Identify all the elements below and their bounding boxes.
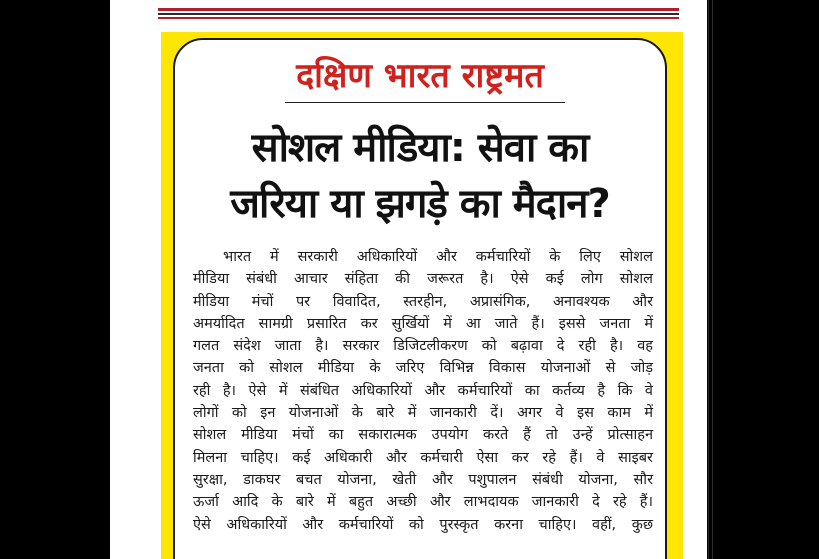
top-rule-red-lower [158, 17, 679, 19]
article-body [193, 246, 653, 536]
newspaper-page [110, 0, 707, 559]
body-line: ऊर्जा आदि के बारे में बहुत अच्छी और लाभदायक जानकारी दे रहे हैं। [193, 494, 653, 511]
headline-line: जरिया या झगड़े का मैदान? [230, 181, 610, 227]
article-frame [161, 32, 683, 559]
body-line: भारत में सरकारी अधिकारियों और कर्मचारियों के लिए सोशल [223, 249, 653, 265]
body-line: ऐसे अधिकारियों और कर्मचारियों को पुरस्कृत करना चाहिए। वहीं, कुछ [193, 516, 653, 533]
top-rule-dark [158, 13, 679, 15]
article-card [173, 38, 667, 559]
masthead-underline [285, 102, 565, 103]
masthead-title: दक्षिण भारत राष्ट्रमत [296, 56, 544, 96]
top-rule-red [158, 8, 679, 11]
body-line: रही है। ऐसे में संबंधित अधिकारियों और कर्मचारियों का कर्तव्य है कि वे [193, 382, 653, 399]
headline-line: सोशल मीडिया: सेवा का [251, 125, 589, 171]
body-line: सुरक्षा, डाकघर बचत योजना, खेती और पशुपालन संबंधी योजना, सौर [193, 471, 653, 488]
article-headline [175, 120, 665, 232]
body-line: सोशल मीडिया मंचों का सकारात्मक उपयोग करते हैं तो उन्हें प्रोत्साहन [193, 427, 653, 444]
page-edge-line [708, 0, 709, 559]
body-line: मीडिया संबंधी आचार संहिता की जरूरत है। ऐसे कई लोग सोशल [193, 271, 653, 288]
body-line: गलत संदेश जाता है। सरकार डिजिटलीकरण को बढ़ावा दे रही है। वह [193, 338, 653, 355]
body-line: लोगों को इन योजनाओं के बारे में जानकारी दें। अगर वे इस काम में [193, 405, 653, 422]
body-line: मीडिया मंचों पर विवादित, स्तरहीन, अप्रासंगिक, अनावश्यक और [193, 293, 653, 310]
body-line: अमर्यादित सामग्री प्रसारित कर सुर्खियों में आ जाते हैं। इससे जनता में [193, 315, 653, 332]
body-line: मिलना चाहिए। कई अधिकारी और कर्मचारी ऐसा कर रहे हैं। वे साइबर [193, 449, 653, 466]
page-edge-line [712, 0, 713, 559]
body-line: जनता को सोशल मीडिया के जरिए विभिन्न विकास योजनाओं से जोड़ [193, 360, 653, 377]
